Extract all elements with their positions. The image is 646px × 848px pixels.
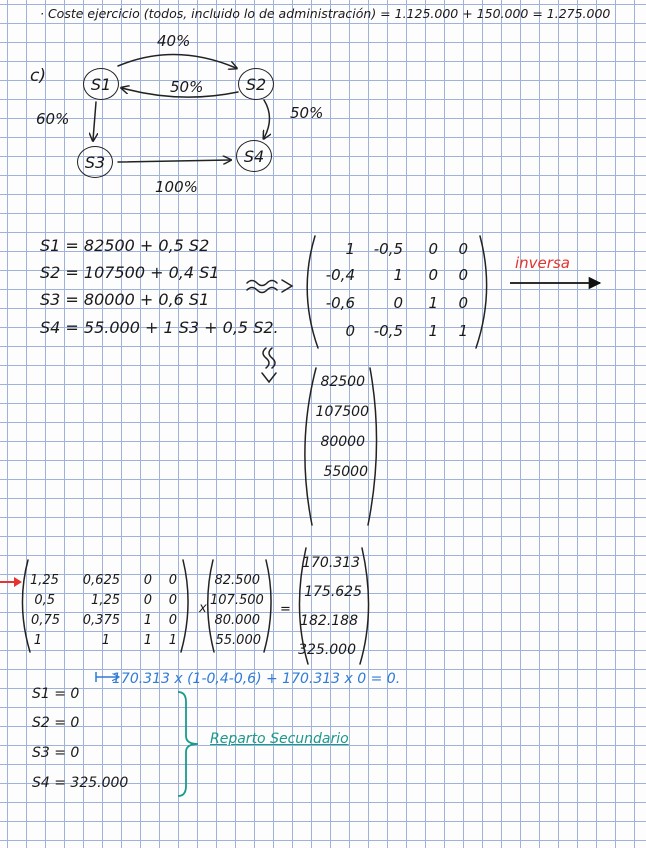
coef-cell: -0,4 xyxy=(325,266,355,284)
times-sign: x xyxy=(199,601,207,616)
inverse-cell: 0 xyxy=(168,593,177,608)
arrow-s3-s4 xyxy=(118,160,230,162)
inverse-cell: 0,625 xyxy=(82,573,120,588)
coef-cell: -0,5 xyxy=(373,322,403,340)
inverse-cell: 0 xyxy=(168,613,177,628)
inverse-right-bracket xyxy=(181,560,188,652)
inverse-cell: 0,375 xyxy=(82,613,120,628)
red-pointer-head xyxy=(14,577,22,587)
inverse-cell: 1 xyxy=(101,633,110,648)
inverse-cell: 1 xyxy=(33,633,42,648)
rhs-cell: 55.000 xyxy=(215,633,261,648)
inverse-cell: 1 xyxy=(143,613,152,628)
header-line: · Coste ejercicio (todos, incluido lo de administración) = 1.125.000 + 150.000 = 1.275.000 xyxy=(40,6,611,21)
inverse-label: inversa xyxy=(515,254,570,272)
coef-cell: 1 xyxy=(428,294,438,312)
result-cell: 182.188 xyxy=(300,613,358,629)
const-cell: 55000 xyxy=(323,464,368,480)
edge-label-s1-s2: 40% xyxy=(157,32,191,50)
node-s3: S3 xyxy=(77,146,113,178)
inverse-cell: 0 xyxy=(143,573,152,588)
edge-label-s3-s4: 100% xyxy=(155,178,198,196)
final-s3: S3 = 0 xyxy=(32,745,80,761)
edge-label-s2-s1: 50% xyxy=(170,78,204,96)
equation-s4: S4 = 55.000 + 1 S3 + 0,5 S2. xyxy=(40,318,279,337)
node-s4: S4 xyxy=(236,140,272,172)
inverse-cell: 0,75 xyxy=(31,613,60,628)
coef-cell: 0 xyxy=(458,294,468,312)
equation-s3: S3 = 80000 + 0,6 S1 xyxy=(40,290,210,309)
implies-symbol xyxy=(247,280,292,293)
const-right-bracket xyxy=(368,368,377,525)
coef-cell: 0 xyxy=(345,322,355,340)
edge-label-s2-s4: 50% xyxy=(290,104,324,122)
coef-cell: -0,5 xyxy=(373,240,403,258)
inverse-left-bracket xyxy=(22,560,30,652)
final-s1: S1 = 0 xyxy=(32,686,80,702)
coef-right-bracket xyxy=(476,236,487,348)
const-cell: 107500 xyxy=(315,404,369,420)
const-cell: 82500 xyxy=(320,374,365,390)
rhs-cell: 82.500 xyxy=(214,573,260,588)
arrow-s2-s4 xyxy=(264,100,270,138)
edge-label-s1-s3: 60% xyxy=(36,110,70,128)
coef-cell: 0 xyxy=(458,240,468,258)
part-label: c) xyxy=(30,66,46,86)
coef-cell: 0 xyxy=(428,266,438,284)
reparto-label: Reparto Secundario xyxy=(210,731,349,747)
node-s2: S2 xyxy=(238,68,274,100)
rhs-cell: 80.000 xyxy=(214,613,260,628)
result-right-bracket xyxy=(360,548,369,664)
arrow-s1-s3 xyxy=(93,102,96,140)
coef-cell: 1 xyxy=(428,322,438,340)
inverse-cell: 1 xyxy=(168,633,177,648)
result-cell: 170.313 xyxy=(302,555,360,571)
coef-cell: 0 xyxy=(393,294,403,312)
result-cell: 175.625 xyxy=(304,584,362,600)
coef-cell: 0 xyxy=(458,266,468,284)
inverse-cell: 0,5 xyxy=(34,593,55,608)
result-cell: 325.000 xyxy=(298,642,356,658)
coef-cell: -0,6 xyxy=(325,294,355,312)
equation-s2: S2 = 107500 + 0,4 S1 xyxy=(40,263,220,282)
coef-cell: 1 xyxy=(393,266,403,284)
implies-down-tip xyxy=(262,373,276,382)
implies-down xyxy=(263,348,275,368)
final-s2: S2 = 0 xyxy=(32,715,80,731)
inverse-cell: 0 xyxy=(168,573,177,588)
inverse-cell: 0 xyxy=(143,593,152,608)
coef-cell: 1 xyxy=(345,240,355,258)
arrow-s1-s2 xyxy=(118,54,236,68)
rhs-right-bracket xyxy=(264,560,271,652)
equals-sign: = xyxy=(280,602,291,617)
node-s1: S1 xyxy=(83,68,119,100)
equation-s1: S1 = 82500 + 0,5 S2 xyxy=(40,236,210,255)
inverse-cell: 1 xyxy=(143,633,152,648)
final-s4: S4 = 325.000 xyxy=(32,775,129,791)
coef-cell: 0 xyxy=(428,240,438,258)
inverse-cell: 1,25 xyxy=(91,593,120,608)
blue-note: 170.313 x (1-0,4-0,6) + 170.313 x 0 = 0. xyxy=(112,671,401,687)
green-brace xyxy=(178,692,198,796)
const-cell: 80000 xyxy=(320,434,365,450)
coef-cell: 1 xyxy=(458,322,468,340)
rhs-cell: 107.500 xyxy=(210,593,264,608)
inverse-cell: 1,25 xyxy=(30,573,59,588)
